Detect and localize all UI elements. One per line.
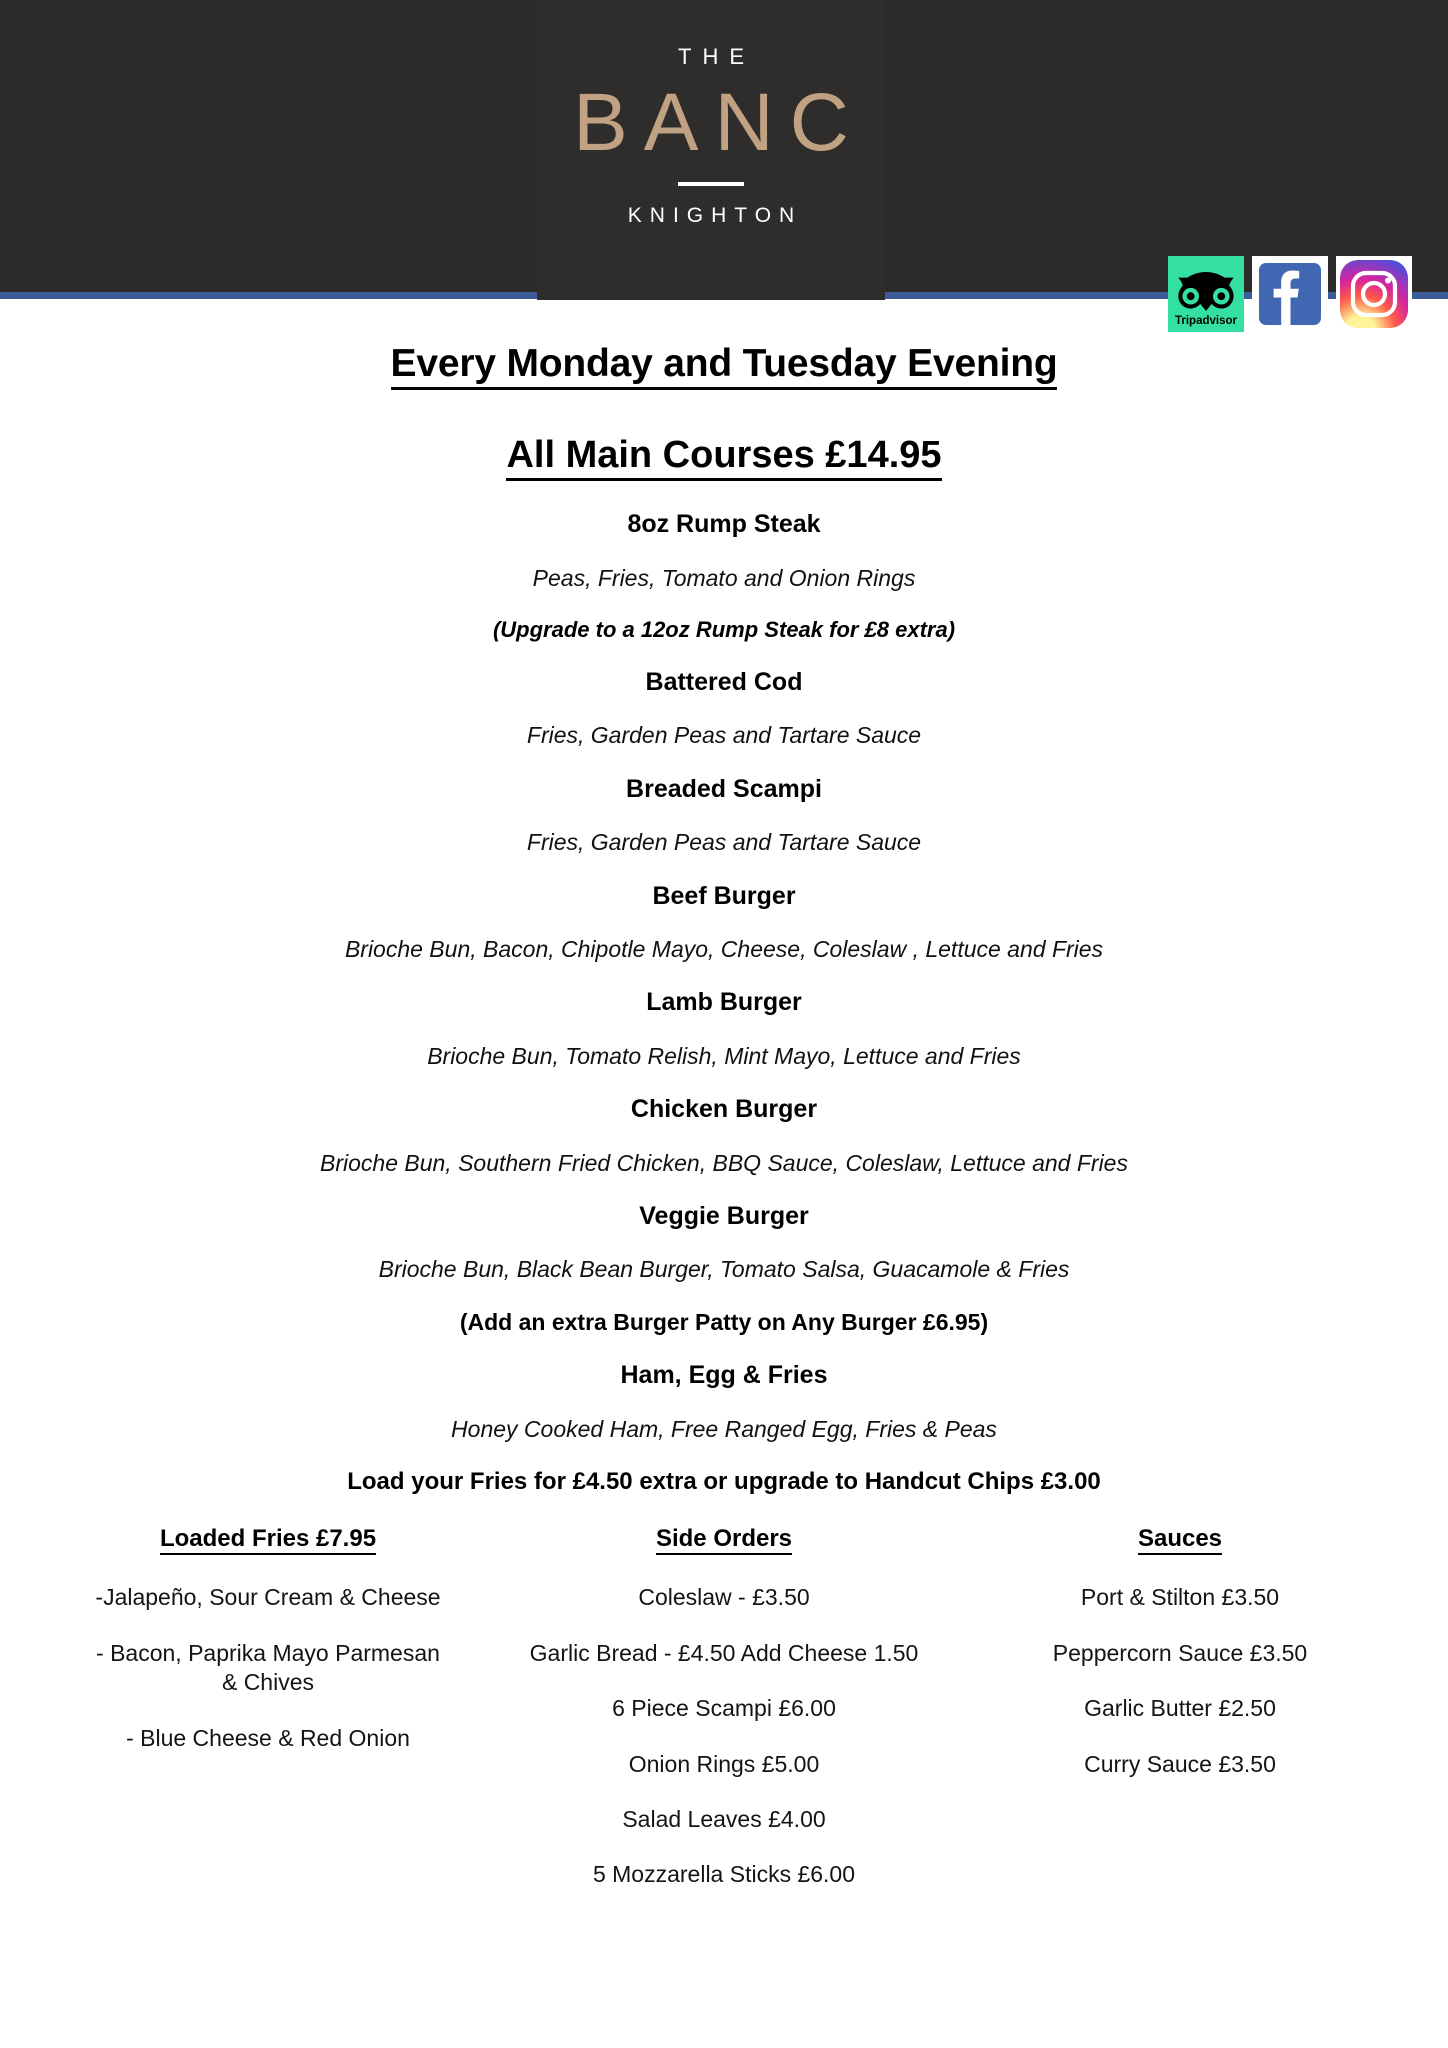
extras-column-item: - Bacon, Paprika Mayo Parmesan & Chives [96, 1639, 440, 1696]
svg-text:Tripadvisor: Tripadvisor [1175, 315, 1237, 327]
dish-description: Brioche Bun, Southern Fried Chicken, BBQ Sauce, Coleslaw, Lettuce and Fries [320, 1149, 1128, 1176]
offer-heading [0, 342, 1448, 386]
facebook-icon[interactable] [1252, 256, 1328, 332]
logo-knighton-text: KNIGHTON [627, 204, 803, 228]
extras-column [952, 1525, 1408, 1805]
extras-column-item: 5 Mozzarella Sticks £6.00 [592, 1861, 856, 1888]
extras-column-item: Salad Leaves £4.00 [622, 1806, 826, 1832]
dish-note: (Upgrade to a 12oz Rump Steak for £8 extra) [492, 616, 956, 642]
instagram-icon[interactable] [1336, 256, 1412, 332]
extras-column-title-text: Sauces [1138, 1525, 1222, 1555]
dish-name: Chicken Burger [630, 1095, 818, 1124]
brand-logo [537, 44, 885, 228]
load-fries-note: Load your Fries for £4.50 extra or upgrade to Handcut Chips £3.00 [347, 1467, 1101, 1495]
price-heading-text: All Main Courses £14.95 [506, 434, 941, 481]
dish-description: Brioche Bun, Tomato Relish, Mint Mayo, Lettuce and Fries [427, 1042, 1021, 1069]
extras-column-item: Coleslaw - £3.50 [638, 1584, 810, 1611]
dish-description: Fries, Garden Peas and Tartare Sauce [526, 722, 922, 749]
dish-description: Honey Cooked Ham, Free Ranged Egg, Fries & Peas [451, 1415, 997, 1442]
dish-name: Beef Burger [652, 881, 796, 910]
main-courses-list [0, 511, 1448, 1442]
dish-name: Ham, Egg & Fries [620, 1361, 828, 1390]
extras-column [496, 1525, 952, 1916]
extras-column-title [496, 1525, 952, 1553]
extras-column-item: Curry Sauce £3.50 [1084, 1750, 1276, 1777]
extras-column-title [952, 1525, 1408, 1553]
dish-name: Breaded Scampi [626, 774, 822, 803]
dish-description: Fries, Garden Peas and Tartare Sauce [526, 829, 922, 856]
logo-the-text: THE [678, 44, 755, 69]
logo-divider-rule [678, 182, 744, 186]
offer-heading-text: Every Monday and Tuesday Evening [391, 342, 1058, 390]
extras-column [40, 1525, 496, 1779]
dish-name: Battered Cod [645, 667, 803, 696]
extras-column-title [40, 1525, 496, 1553]
dish-name: 8oz Rump Steak [627, 510, 821, 538]
extras-column-item: Garlic Butter £2.50 [1084, 1695, 1276, 1722]
extras-column-item: Port & Stilton £3.50 [1080, 1584, 1280, 1611]
dish-name: Veggie Burger [639, 1201, 809, 1230]
extras-column-item: Peppercorn Sauce £3.50 [1052, 1639, 1308, 1666]
dish-description: Brioche Bun, Bacon, Chipotle Mayo, Cheese, Coleslaw , Lettuce and Fries [344, 936, 1104, 963]
extras-column-item: -Jalapeño, Sour Cream & Cheese [95, 1584, 441, 1611]
brand-logo-panel [537, 0, 885, 300]
extras-column-item: - Blue Cheese & Red Onion [126, 1724, 410, 1751]
extras-column-item: Garlic Bread - £4.50 Add Cheese 1.50 [529, 1639, 919, 1666]
dish-note: (Add an extra Burger Patty on Any Burger £6.95) [459, 1308, 989, 1335]
extras-column-title-text: Loaded Fries £7.95 [160, 1525, 376, 1555]
logo-banc-text: BANC [573, 77, 865, 168]
dish-description: Peas, Fries, Tomato and Onion Rings [532, 564, 916, 591]
extras-column-item: Onion Rings £5.00 [628, 1750, 820, 1777]
dish-name: Lamb Burger [646, 988, 802, 1017]
extras-column-item: 6 Piece Scampi £6.00 [612, 1695, 836, 1722]
extras-column-title-text: Side Orders [656, 1525, 792, 1555]
extras-columns [0, 1525, 1448, 1916]
social-links [1168, 256, 1412, 332]
price-heading [0, 434, 1448, 477]
dish-description: Brioche Bun, Black Bean Burger, Tomato Salsa, Guacamole & Fries [378, 1256, 1070, 1283]
menu-content [0, 320, 1448, 1916]
tripadvisor-icon[interactable] [1168, 256, 1244, 332]
